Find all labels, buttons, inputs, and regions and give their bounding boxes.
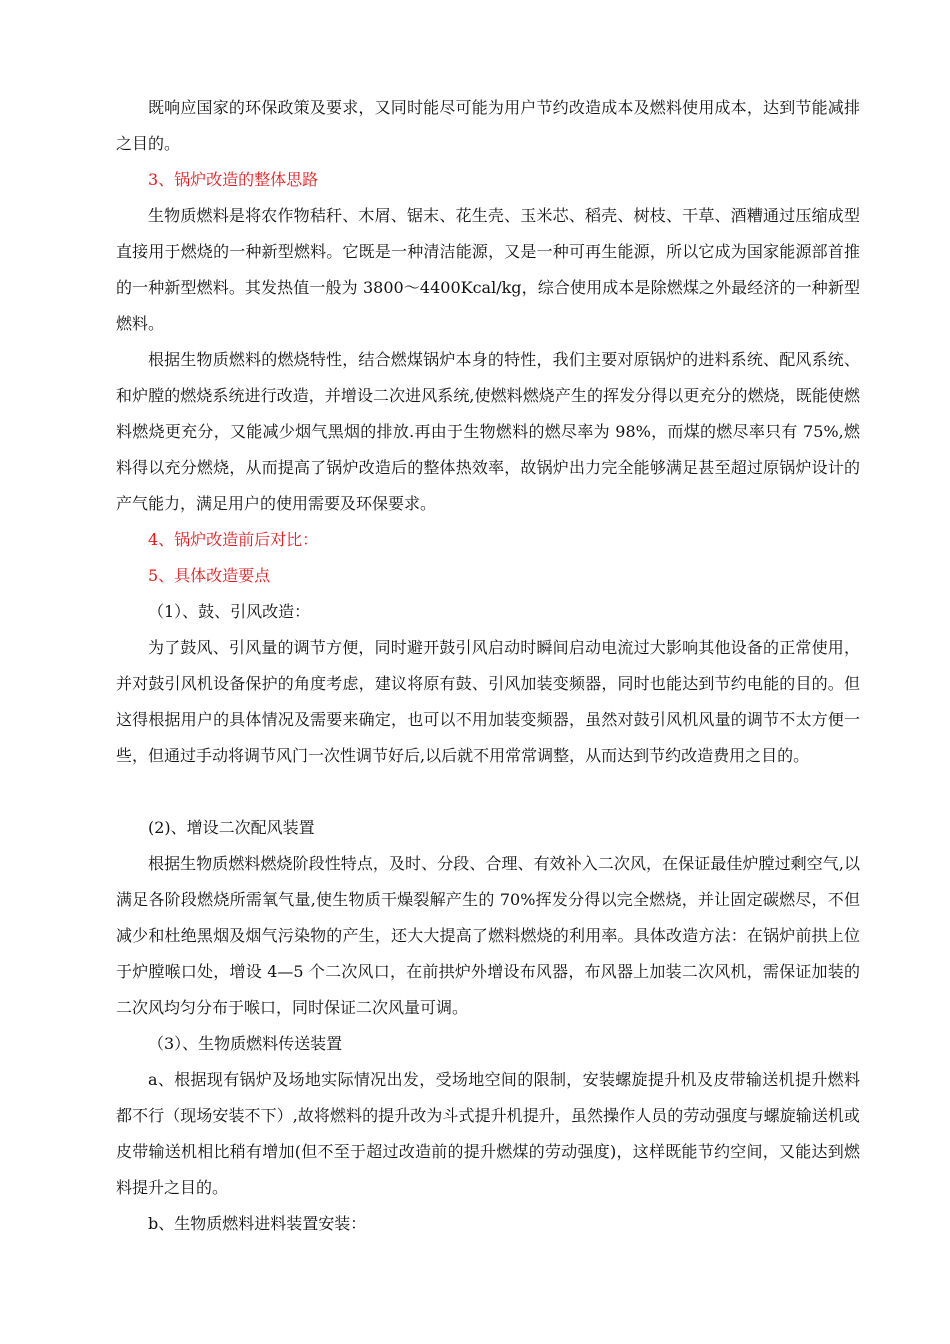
- subheading-fan-modification: （1）、鼓、引风改造：: [148, 602, 311, 621]
- heading-section-3: 3、锅炉改造的整体思路: [148, 170, 319, 189]
- paragraph-fuel-conveying: a、根据现有锅炉及场地实际情况出发，受场地空间的限制，安装螺旋提升机及皮带输送机提升燃料都不行（现场安装不下）,故将燃料的提升改为斗式提升机提升，虽然操作人员的劳动强度与螺旋输送机或皮带输送机相比稍有增加(但不至于超过改造前的提升燃煤的劳动强度)，这样既能节约空间，又能达到燃料提升之目的。: [116, 1070, 860, 1197]
- paragraph-fan-modification: 为了鼓风、引风量的调节方便，同时避开鼓引风启动时瞬间启动电流过大影响其他设备的正常使用，并对鼓引风机设备保护的角度考虑，建议将原有鼓、引风加装变频器，同时也能达到节约电能的目的。但这得根据用户的具体情况及需要来确定，也可以不用加装变频器，虽然对鼓引风机风量的调节不太方便一些，但通过手动将调节风门一次性调节好后,以后就不用常常调整，从而达到节约改造费用之目的。: [116, 638, 860, 765]
- paragraph-biomass-fuel-intro: 生物质燃料是将农作物秸秆、木屑、锯末、花生壳、玉米芯、稻壳、树枝、干草、酒糟通过压缩成型直接用于燃烧的一种新型燃料。它既是一种清洁能源，又是一种可再生能源，所以它成为国家能源部首推的一种新型燃料。其发热值一般为 3800～4400Kcal/kg，综合使用成本是除燃煤之外最经济的一种新型燃料。: [116, 206, 860, 333]
- subheading-secondary-air: (2)、增设二次配风装置: [148, 818, 315, 837]
- paragraph-combustion-characteristics: 根据生物质燃料的燃烧特性，结合燃煤锅炉本身的特性，我们主要对原锅炉的进料系统、配风系统、和炉膛的燃烧系统进行改造，并增设二次进风系统,使燃料燃烧产生的挥发分得以更充分的燃烧，既能使燃料燃烧更充分，又能减少烟气黑烟的排放.再由于生物燃料的燃尽率为 98%，而煤的燃尽率只有 75%,燃料得以充分燃烧，从而提高了锅炉改造后的整体热效率，故锅炉出力完全能够满足甚至超过原锅炉设计的产气能力，满足用户的使用需要及环保要求。: [116, 350, 860, 513]
- subheading-fuel-feeding: b、生物质燃料进料装置安装：: [148, 1214, 367, 1233]
- subheading-fuel-conveying: （3）、生物质燃料传送装置: [148, 1034, 343, 1053]
- heading-section-5: 5、具体改造要点: [148, 566, 271, 585]
- paragraph-secondary-air: 根据生物质燃料燃烧阶段性特点，及时、分段、合理、有效补入二次风，在保证最佳炉膛过剩空气,以满足各阶段燃烧所需氧气量,使生物质干燥裂解产生的 70%挥发分得以完全燃烧，并让固定碳燃尽，不但减少和杜绝黑烟及烟气污染物的产生，还大大提高了燃料燃烧的利用率。具体改造方法：在锅炉前拱上位于炉膛喉口处，增设 4—5 个二次风口，在前拱炉外增设布风器，布风器上加装二次风机，需保证加装的二次风均匀分布于喉口，同时保证二次风量可调。: [116, 854, 860, 1017]
- paragraph-environmental-policy: 既响应国家的环保政策及要求，又同时能尽可能为用户节约改造成本及燃料使用成本，达到节能减排之目的。: [116, 98, 860, 153]
- heading-section-4: 4、锅炉改造前后对比：: [148, 530, 319, 549]
